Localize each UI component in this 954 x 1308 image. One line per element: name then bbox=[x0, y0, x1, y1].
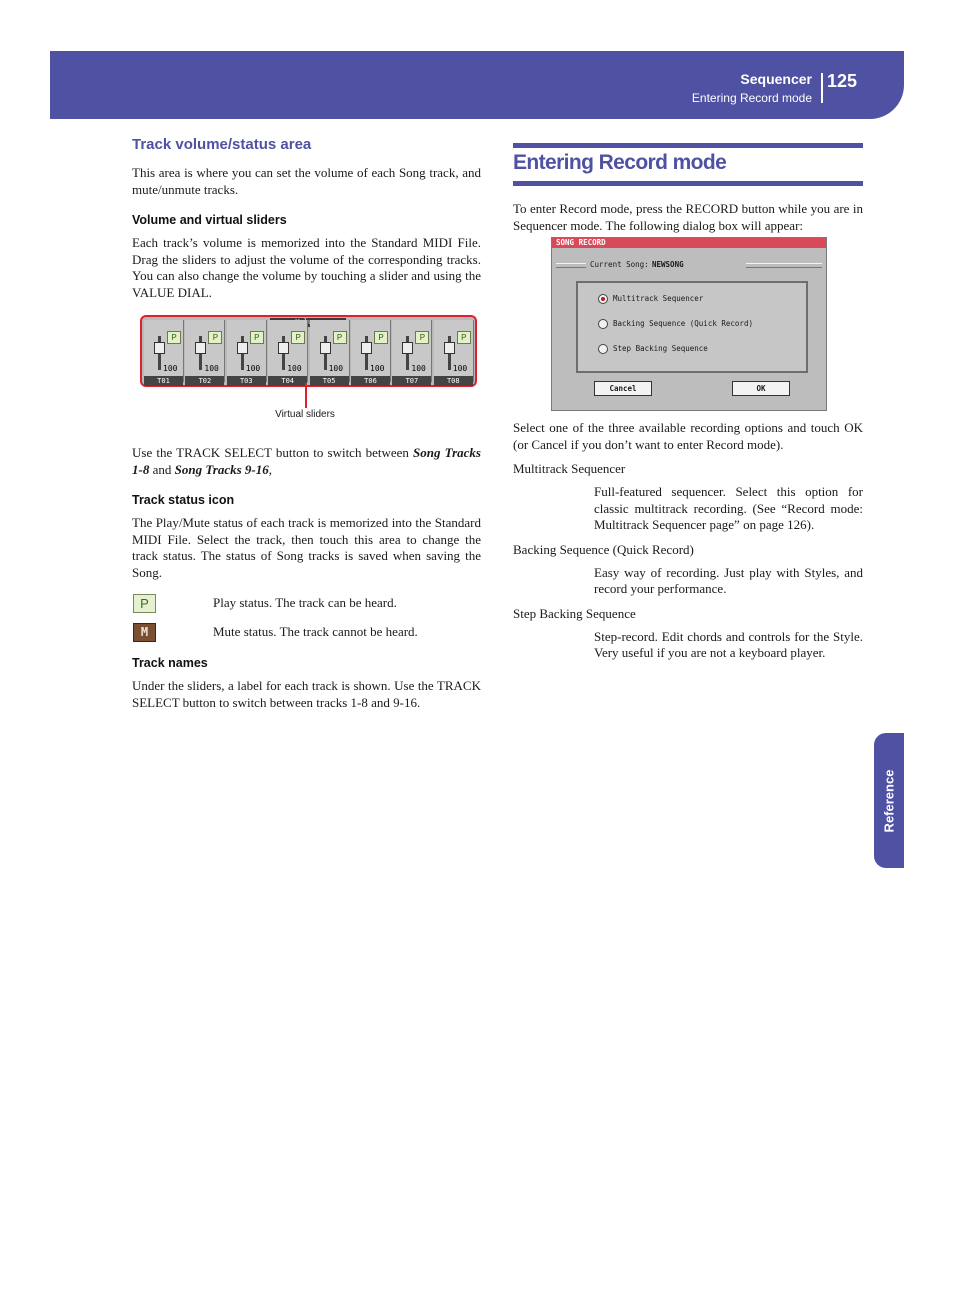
header-section: Sequencer bbox=[740, 71, 812, 87]
callout-line bbox=[305, 383, 307, 408]
radio-backing-quick[interactable] bbox=[598, 319, 608, 329]
track-names-paragraph: Under the sliders, a label for each track is shown. Use the TRACK SELECT button to switch between tracks 1-8 and 9-16. bbox=[132, 678, 481, 710]
volume-value: 100 bbox=[370, 364, 385, 373]
play-status-button[interactable]: P bbox=[291, 331, 305, 344]
figure-callout: Virtual sliders bbox=[275, 409, 335, 420]
def-desc-step: Step-record. Edit chords and controls for the Style. Very useful if you are not a keyboard player. bbox=[594, 628, 863, 660]
text-span: and bbox=[149, 461, 175, 477]
text-span: , bbox=[268, 461, 273, 477]
page-header bbox=[50, 51, 904, 119]
track-name-label: T06 bbox=[351, 376, 390, 386]
record-options-group bbox=[576, 281, 808, 373]
play-status-button[interactable]: P bbox=[333, 331, 347, 344]
song-record-dialog bbox=[551, 237, 827, 411]
option-step-backing-label[interactable]: Step Backing Sequence bbox=[613, 344, 708, 353]
track-strip bbox=[351, 320, 391, 385]
right-column bbox=[513, 143, 863, 234]
virtual-sliders-figure bbox=[140, 315, 477, 387]
page-number: 125 bbox=[827, 71, 858, 91]
play-status-button[interactable]: P bbox=[250, 331, 264, 344]
cancel-button[interactable]: Cancel bbox=[594, 381, 652, 396]
side-tab-label: Reference bbox=[881, 769, 897, 833]
fader-knob[interactable] bbox=[154, 342, 165, 354]
current-song-value: NEWSONG bbox=[652, 260, 684, 269]
text-span: Use the TRACK SELECT button to switch between bbox=[132, 445, 414, 460]
fader-knob[interactable] bbox=[402, 342, 413, 354]
track-strip bbox=[434, 320, 474, 385]
track-strip bbox=[310, 320, 350, 385]
current-song-label: Current Song: bbox=[590, 260, 649, 269]
mute-status-desc: Mute status. The track cannot be heard. bbox=[213, 624, 418, 639]
option-backing-quick-label[interactable]: Backing Sequence (Quick Record) bbox=[613, 319, 753, 328]
volume-value: 100 bbox=[287, 364, 302, 373]
track-name-label: T03 bbox=[227, 376, 266, 386]
song-tracks-9-16: Song Tracks 9-16 bbox=[174, 461, 269, 477]
track-strip bbox=[227, 320, 267, 385]
track-strip bbox=[144, 320, 184, 385]
def-term-step: Step Backing Sequence bbox=[513, 605, 636, 621]
radio-step-backing[interactable] bbox=[598, 344, 608, 354]
track-name-label: T01 bbox=[144, 376, 183, 386]
play-status-button[interactable]: P bbox=[167, 331, 181, 344]
divider-left bbox=[556, 263, 586, 268]
fader-knob[interactable] bbox=[444, 342, 455, 354]
track-name-label: T08 bbox=[434, 376, 473, 386]
option-multitrack-label[interactable]: Multitrack Sequencer bbox=[613, 294, 704, 303]
track-name-label: T05 bbox=[310, 376, 349, 386]
song-tracks-1-8: Song Tracks 1-8 bbox=[132, 445, 481, 477]
reference-side-tab[interactable] bbox=[874, 733, 904, 868]
track-strip bbox=[392, 320, 432, 385]
volume-value: 100 bbox=[411, 364, 426, 373]
record-intro-paragraph: To enter Record mode, press the RECORD button while you are in Sequencer mode. The following dialog box will appear: bbox=[513, 201, 863, 233]
track-select-paragraph bbox=[132, 445, 481, 478]
intro-paragraph: This area is where you can set the volume of each Song track, and mute/unmute tracks. bbox=[132, 165, 481, 197]
track-name-label: T04 bbox=[268, 376, 307, 386]
divider-right bbox=[746, 263, 822, 268]
subheading-status: Track status icon bbox=[132, 493, 235, 507]
def-term-multitrack: Multitrack Sequencer bbox=[513, 461, 626, 476]
header-subsection: Entering Record mode bbox=[691, 91, 812, 105]
volume-value: 100 bbox=[204, 364, 219, 373]
volume-value: 100 bbox=[328, 364, 344, 373]
track-name-label: T02 bbox=[185, 376, 224, 386]
def-desc-multitrack: Full-featured sequencer. Select this option for classic multitrack recording. (See “Record mode: Multitrack Sequencer page” on page 126). bbox=[594, 484, 863, 532]
track-strip bbox=[185, 320, 225, 385]
track-name-label: T07 bbox=[392, 376, 431, 386]
volume-value: 100 bbox=[245, 364, 261, 373]
dialog-title: SONG RECORD bbox=[552, 238, 826, 248]
play-status-button[interactable]: P bbox=[208, 331, 222, 344]
volume-value: 100 bbox=[452, 364, 468, 373]
page-title: Entering Record mode bbox=[513, 151, 727, 174]
status-paragraph: The Play/Mute status of each track is memorized into the Standard MIDI File. Select the track, then touch this area to change the track status. The status of Song tracks is saved when saving the Song. bbox=[132, 515, 481, 580]
volume-paragraph: Each track’s volume is memorized into the Standard MIDI File. Drag the sliders to adjust the volume of the corresponding tracks. You can also change the volume by touching a slider and using the VALUE DIAL. bbox=[132, 235, 481, 300]
fader-knob[interactable] bbox=[195, 342, 206, 354]
radio-multitrack[interactable] bbox=[598, 294, 608, 304]
volume-value: 100 bbox=[163, 364, 178, 373]
header-divider bbox=[821, 73, 823, 103]
subheading-volume: Volume and virtual sliders bbox=[132, 213, 287, 227]
track-names-block bbox=[132, 656, 481, 711]
track-strip bbox=[268, 320, 308, 385]
subheading-track-names: Track names bbox=[132, 656, 208, 670]
fader-knob[interactable] bbox=[237, 342, 248, 354]
section-heading-track-volume: Track volume/status area bbox=[132, 136, 312, 153]
track-select-block bbox=[132, 445, 481, 581]
def-term-backing: Backing Sequence (Quick Record) bbox=[513, 541, 694, 557]
def-desc-backing: Easy way of recording. Just play with Styles, and record your performance. bbox=[594, 564, 863, 596]
fader-knob[interactable] bbox=[361, 342, 372, 354]
play-status-button[interactable]: P bbox=[457, 331, 471, 344]
play-status-button[interactable]: P bbox=[374, 331, 388, 344]
title-box bbox=[513, 143, 863, 186]
ok-button[interactable]: OK bbox=[732, 381, 790, 396]
fader-knob[interactable] bbox=[320, 342, 331, 354]
select-paragraph: Select one of the three available recording options and touch OK (or Cancel if you don’t want to enter Record mode). bbox=[513, 420, 863, 452]
play-status-desc: Play status. The track can be heard. bbox=[213, 595, 397, 610]
play-status-button[interactable]: P bbox=[415, 331, 429, 344]
mute-status-icon: M bbox=[133, 623, 156, 642]
play-status-icon: P bbox=[133, 594, 156, 613]
left-column bbox=[132, 136, 481, 301]
options-text-block bbox=[513, 420, 863, 662]
fader-knob[interactable] bbox=[278, 342, 289, 354]
